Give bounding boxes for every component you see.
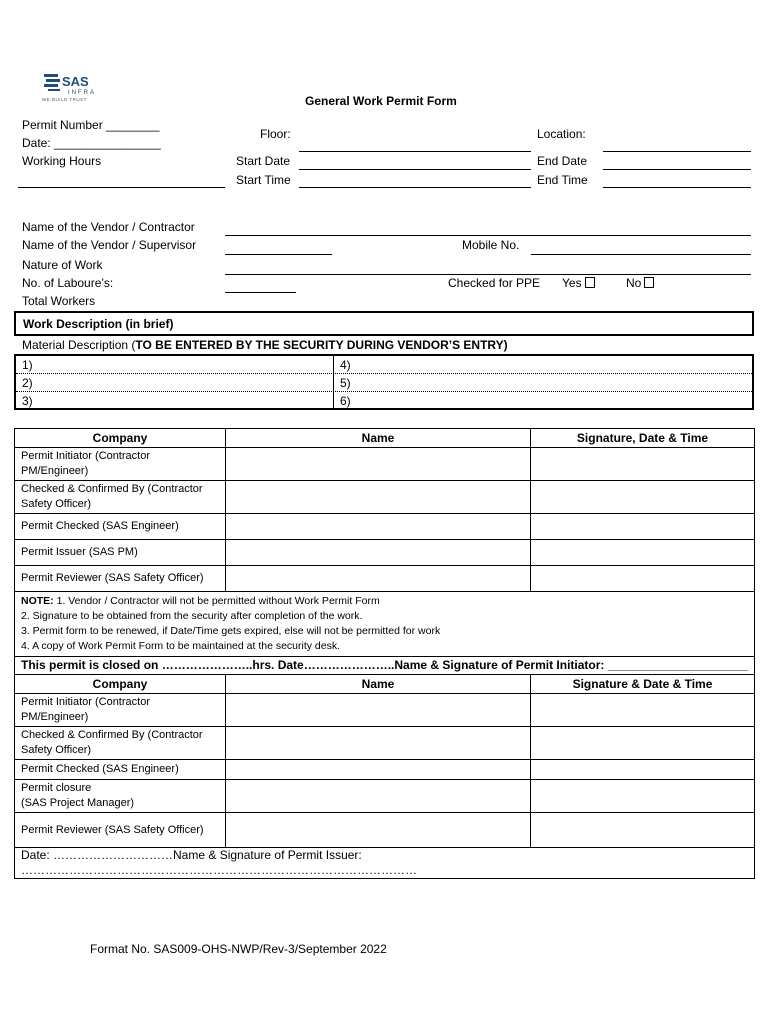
notes-label: NOTE: [21,595,54,607]
end-date-line[interactable] [603,169,751,170]
closed-row [15,657,755,675]
name-cell[interactable] [226,694,531,727]
working-hours-line[interactable] [18,187,225,188]
nature-of-work-label: Nature of Work [22,258,103,272]
end-time-line[interactable] [603,187,751,188]
labourers-label: No. of Laboure’s: [22,276,114,290]
end-time-label: End Time [537,173,588,187]
signature-cell[interactable] [531,514,755,540]
material-item[interactable]: 6) [340,394,351,408]
col-name-header: Name [226,429,531,448]
work-description-box[interactable] [14,311,754,336]
ppe-yes-label: Yes [562,276,582,290]
signature-cell[interactable] [531,540,755,566]
ppe-no-checkbox[interactable] [644,277,654,288]
closed-line[interactable]: This permit is closed on …………………..hrs. Date…………………..Name & Signature of Permit Initiator: _____________________ [15,657,755,675]
ppe-yes-checkbox[interactable] [585,277,595,288]
material-item[interactable]: 5) [340,376,351,390]
company-cell: Permit Initiator (Contractor PM/Engineer) [15,694,226,727]
signature-cell[interactable] [531,760,755,780]
material-item[interactable]: 3) [22,394,33,408]
start-date-line[interactable] [299,169,531,170]
col-signature-header: Signature, Date & Time [531,429,755,448]
note-line: 4. A copy of Work Permit Form to be maintained at the security desk. [21,640,341,652]
location-line[interactable] [603,151,751,152]
checked-ppe-label: Checked for PPE [448,276,541,290]
col-company-header: Company [15,429,226,448]
company-cell: Permit Issuer (SAS PM) [15,540,226,566]
start-date-label: Start Date [236,154,291,168]
company-logo [40,70,116,104]
company-cell: Permit Checked (SAS Engineer) [15,760,226,780]
name-cell[interactable] [226,780,531,813]
signature-cell[interactable] [531,727,755,760]
notes-row [15,592,755,657]
material-item[interactable]: 1) [22,358,33,372]
col-name-header: Name [226,675,531,694]
end-date-label: End Date [537,154,588,168]
table-row [15,514,755,540]
table2-header-row [15,675,755,694]
date-label: Date: ________________ [22,136,161,150]
permit-table [14,428,755,879]
signature-cell[interactable] [531,813,755,848]
working-hours-label: Working Hours [22,154,102,168]
form-title: General Work Permit Form [305,94,457,108]
nature-of-work-line[interactable] [225,274,751,275]
signature-cell[interactable] [531,780,755,813]
table-row [15,727,755,760]
floor-line[interactable] [299,151,531,152]
name-cell[interactable] [226,566,531,592]
start-time-label: Start Time [236,173,291,187]
labourers-line[interactable] [225,292,296,293]
note-line: 3. Permit form to be renewed, if Date/Time gets expired, else will not be permitted for work [21,625,441,637]
material-label-prefix: Material Description ( [22,338,136,352]
col-company-header: Company [15,675,226,694]
logo-brand: SAS [62,74,89,89]
table-row [15,448,755,481]
ppe-no-label: No [626,276,642,290]
name-cell[interactable] [226,481,531,514]
work-description-label: Work Description (in brief) [23,317,174,331]
company-cell: Permit Checked (SAS Engineer) [15,514,226,540]
material-table [14,354,754,410]
name-cell[interactable] [226,813,531,848]
name-cell[interactable] [226,727,531,760]
issuer-line[interactable]: Date: …………………………Name & Signature of Permit Issuer: ……………………………………………………………………………………… [15,848,755,879]
format-number: Format No. SAS009-OHS-NWP/Rev-3/September 2022 [90,942,387,956]
signature-cell[interactable] [531,448,755,481]
company-cell: Checked & Confirmed By (Contractor Safety Officer) [15,727,226,760]
table-row [15,760,755,780]
table1-header-row [15,429,755,448]
table-row [15,813,755,848]
mobile-line[interactable] [531,254,751,255]
material-item[interactable]: 2) [22,376,33,390]
logo-tagline: WE BUILD TRUST [42,97,87,102]
material-row [16,356,752,374]
floor-label: Floor: [260,127,291,141]
name-cell[interactable] [226,540,531,566]
company-cell: Permit closure (SAS Project Manager) [15,780,226,813]
material-description-label [22,338,508,352]
ppe-yes-option[interactable] [562,276,595,290]
vendor-contractor-label: Name of the Vendor / Contractor [22,220,195,234]
location-label: Location: [537,127,586,141]
signature-cell[interactable] [531,694,755,727]
note-line: 2. Signature to be obtained from the security after completion of the work. [21,610,363,622]
signature-cell[interactable] [531,566,755,592]
signature-cell[interactable] [531,481,755,514]
logo-sub: INFRA [68,90,96,96]
table-row [15,566,755,592]
start-time-line[interactable] [299,187,531,188]
material-row [16,374,752,392]
vendor-supervisor-line[interactable] [225,254,332,255]
issuer-row [15,848,755,879]
table-row [15,481,755,514]
table-row [15,780,755,813]
vendor-supervisor-label: Name of the Vendor / Supervisor [22,238,197,252]
mobile-label: Mobile No. [462,238,520,252]
name-cell[interactable] [226,448,531,481]
material-row [16,392,752,410]
material-label-bold: TO BE ENTERED BY THE SECURITY DURING VENDOR’S ENTRY) [135,338,508,352]
table-row [15,540,755,566]
table-row [15,694,755,727]
company-cell: Permit Reviewer (SAS Safety Officer) [15,813,226,848]
name-cell[interactable] [226,514,531,540]
note-line: 1. Vendor / Contractor will not be permitted without Work Permit Form [53,595,380,607]
material-item[interactable]: 4) [340,358,351,372]
col-signature-header: Signature & Date & Time [531,675,755,694]
notes-cell [15,592,755,657]
ppe-no-option[interactable] [626,276,654,290]
company-cell: Permit Initiator (Contractor PM/Engineer) [15,448,226,481]
company-cell: Checked & Confirmed By (Contractor Safety Officer) [15,481,226,514]
permit-number-label: Permit Number ________ [22,118,160,132]
vendor-contractor-line[interactable] [225,235,751,236]
name-cell[interactable] [226,760,531,780]
company-cell: Permit Reviewer (SAS Safety Officer) [15,566,226,592]
total-workers-label: Total Workers [22,294,96,308]
